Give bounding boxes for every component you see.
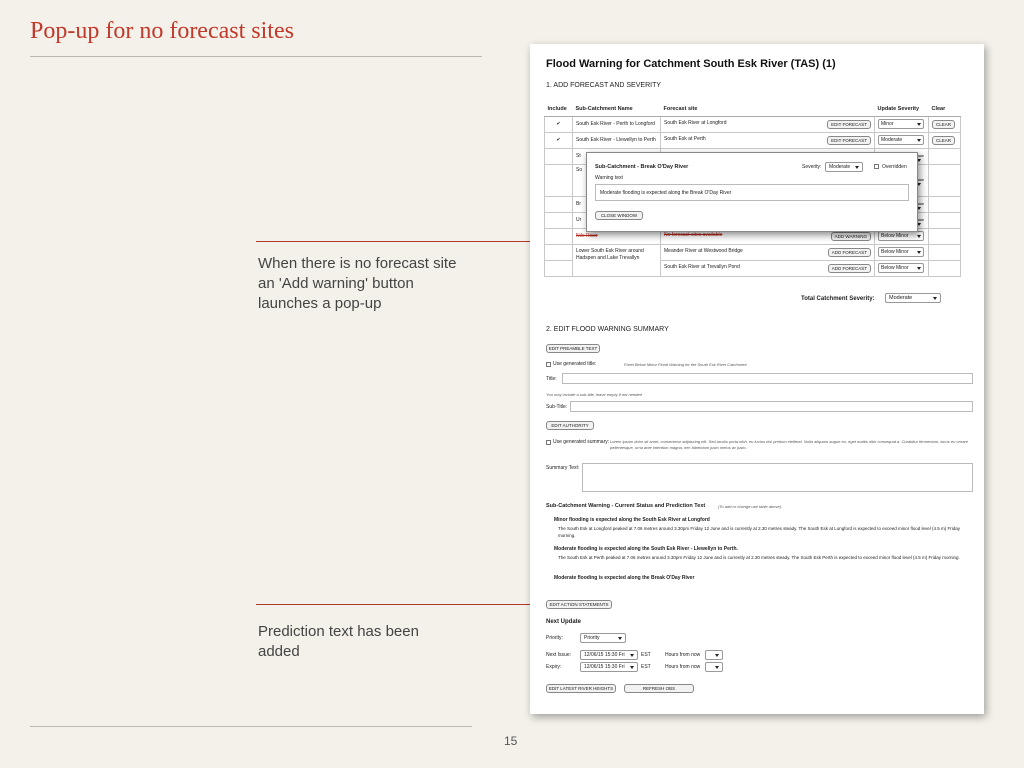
col-clear: Clear — [929, 102, 961, 116]
priority-select[interactable]: Priority — [580, 633, 626, 643]
severity-select[interactable]: Moderate — [878, 135, 924, 145]
clear-cell — [929, 116, 961, 132]
edit-preamble-button[interactable]: EDIT PREAMBLE TEXT — [546, 344, 600, 353]
subcatchment-name: Ur — [573, 212, 661, 228]
subcatchment-name: St — [573, 148, 661, 164]
subtitle-hint: You may include a sub-title, leave empty if not needed — [546, 392, 642, 397]
flood-warning-form — [530, 44, 984, 714]
include-check[interactable]: ✔ — [545, 116, 573, 132]
include-check[interactable]: ✔ — [545, 132, 573, 148]
subcatchment-warning-hint: (To add or change use table above). — [718, 504, 783, 509]
override-checkbox[interactable] — [874, 164, 879, 169]
generated-summary-label: Use generated summary: — [553, 439, 610, 445]
forecast-site: South Esk River at Trevallyn Pond — [664, 263, 740, 270]
title-input[interactable] — [562, 373, 973, 384]
edit-river-heights-button[interactable]: EDIT LATEST RIVER HEIGHTS — [546, 684, 616, 693]
severity-select[interactable]: Below Minor — [878, 263, 924, 273]
subcatchment-name: Br — [573, 196, 661, 212]
summary-textarea[interactable] — [582, 463, 973, 492]
top-divider — [30, 56, 482, 57]
forecast-site-cell — [661, 116, 875, 132]
summary-label: Summary Text: — [546, 465, 580, 471]
priority-label: Priority: — [546, 635, 563, 641]
popup-severity-select[interactable]: Moderate — [825, 162, 863, 172]
next-issue-input[interactable]: 12/06/15 15:30 Fri — [580, 650, 638, 660]
generated-summary-text: Lorem ipsum dolor sit amet, consectetur adipiscing elit. Sed iaculis porta nibh, eu luctus nisl pretium eleifend. Nulla aliquam augue eu, eget mattis nibh consequat a. Curabitur fermentum, lacus eu ornare pellentesque, urna ante interdum magna, nec bibendum justo metus ac justo. — [610, 439, 968, 450]
subcatchment-name: Nile River — [573, 228, 661, 244]
forecast-site-cell — [661, 244, 875, 260]
edit-forecast-button[interactable]: EDIT FORECAST — [827, 120, 871, 129]
expiry-label: Expiry: — [546, 664, 562, 670]
subcatchment-name: South Esk River - Perth to Longford — [573, 116, 661, 132]
generated-title-text: Fixed Below Minor Flood Warning for the South Esk River Catchment — [624, 362, 747, 367]
section-1-heading: 1. ADD FORECAST AND SEVERITY — [546, 82, 662, 89]
form-title: Flood Warning for Catchment South Esk River (TAS) (1) — [546, 58, 836, 70]
severity-cell — [875, 116, 929, 132]
col-forecast-site: Forecast site — [661, 102, 875, 116]
generated-title-label: Use generated title: — [553, 361, 597, 367]
popup-title: Sub-Catchment - Break O'Day River — [595, 164, 689, 170]
forecast-site: No forecast sites available — [664, 231, 723, 238]
clear-cell — [929, 132, 961, 148]
generated-summary-checkbox[interactable] — [546, 440, 551, 445]
bottom-divider — [30, 726, 472, 727]
popup-severity-label: Severity: — [802, 164, 822, 170]
prediction-heading: Moderate flooding is expected along the Break O'Day River — [554, 575, 695, 581]
forecast-site: South Esk at Perth — [664, 135, 706, 142]
expiry-est: EST — [641, 664, 651, 670]
close-window-button[interactable]: CLOSE WINDOW — [595, 211, 643, 220]
expiry-input[interactable]: 12/06/15 15:30 Fri — [580, 662, 638, 672]
annotation-add-warning: When there is no forecast site an 'Add warning' button launches a pop-up — [258, 255, 457, 312]
slide-title: Pop-up for no forecast sites — [30, 18, 294, 44]
col-include: Include — [545, 102, 573, 116]
subtitle-input[interactable] — [570, 401, 973, 412]
prediction-heading: Minor flooding is expected along the South Esk River at Longford — [554, 517, 710, 523]
table-row — [545, 132, 961, 148]
add-warning-button[interactable]: ADD WARNING — [831, 232, 871, 241]
subtitle-label: Sub-Title: — [546, 404, 568, 410]
subcatchment-warning-heading: Sub-Catchment Warning - Current Status and Prediction Text — [546, 503, 706, 509]
severity-select[interactable]: Below Minor — [878, 231, 924, 241]
next-issue-est: EST — [641, 652, 651, 658]
prediction-text: The South Esk at Longford peaked at 7.06 metres around 3.30pm Friday 12 June and is currently at 2.30 metres steady. The South Esk at Longford is expected to exceed minor flood level (4.5 m) Friday morning. — [558, 526, 961, 538]
warning-text-value: Moderate flooding is expected along the Break O'Day River — [600, 190, 732, 196]
arrow-to-prediction — [256, 604, 540, 605]
total-severity-label: Total Catchment Severity: — [801, 296, 875, 302]
warning-text-input[interactable] — [595, 184, 909, 201]
next-issue-hours-label: Hours from now — [665, 652, 701, 658]
forecast-site-cell — [661, 132, 875, 148]
section-2-heading: 2. EDIT FLOOD WARNING SUMMARY — [546, 326, 669, 333]
prediction-heading: Moderate flooding is expected along the South Esk River - Llewellyn to Perth. — [554, 546, 738, 552]
next-issue-label: Next Issue: — [546, 652, 572, 658]
next-update-heading: Next Update — [546, 619, 582, 625]
annotation-prediction-text: Prediction text has been added — [258, 623, 419, 660]
edit-action-statements-button[interactable]: EDIT ACTION STATEMENTS — [546, 600, 612, 609]
edit-authority-button[interactable]: EDIT AUTHORITY — [546, 421, 594, 430]
subcatchment-name: Lower South Esk River around Hadspen and Lake Trevallyn — [573, 244, 661, 276]
severity-select[interactable]: Below Minor — [878, 247, 924, 257]
forecast-site: South Esk River at Longford — [664, 119, 727, 126]
forecast-site-cell — [661, 260, 875, 276]
expiry-hours-stepper[interactable] — [705, 662, 723, 672]
severity-cell — [875, 132, 929, 148]
edit-forecast-button[interactable]: EDIT FORECAST — [827, 136, 871, 145]
refresh-obs-button[interactable]: REFRESH OBS — [624, 684, 694, 693]
prediction-text: The South Esk at Perth peaked at 7.06 metres around 3.30pm Friday 12 June and is currently at 2.30 metres steady. The South Esk Perth is expected to exceed minor flood level (4.5 m) Friday morning. — [558, 555, 960, 560]
subcatchment-name: So — [573, 164, 661, 196]
warning-text-label: Warning text — [595, 175, 623, 181]
clear-button[interactable]: CLEAR — [932, 120, 955, 129]
forecast-site: Meander River at Westwood Bridge — [664, 247, 743, 254]
add-forecast-button[interactable]: ADD FORECAST — [828, 264, 871, 273]
total-severity-select[interactable]: Moderate — [885, 293, 941, 303]
title-label: Title: — [546, 376, 557, 382]
subcatchment-name: South Esk River - Llewellyn to Perth — [573, 132, 661, 148]
severity-select[interactable]: Minor — [878, 119, 924, 129]
add-warning-popup — [586, 152, 918, 232]
expiry-hours-label: Hours from now — [665, 664, 701, 670]
table-row — [545, 116, 961, 132]
table-row — [545, 244, 961, 260]
next-issue-hours-stepper[interactable] — [705, 650, 723, 660]
clear-button[interactable]: CLEAR — [932, 136, 955, 145]
col-subcatchment: Sub-Catchment Name — [573, 102, 661, 116]
col-update-severity: Update Severity — [875, 102, 929, 116]
generated-title-checkbox[interactable] — [546, 362, 551, 367]
override-label: Overridden — [882, 164, 907, 170]
page-number: 15 — [504, 734, 518, 748]
add-forecast-button[interactable]: ADD FORECAST — [828, 248, 871, 257]
